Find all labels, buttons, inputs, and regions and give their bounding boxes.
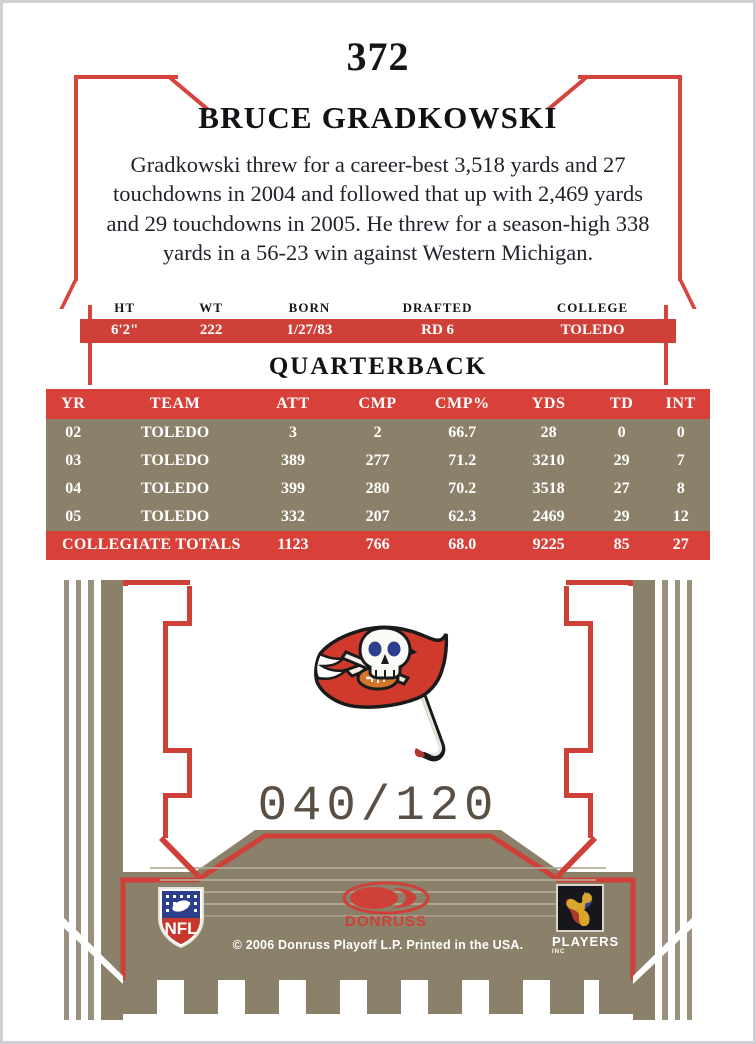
players-inc-label: INC bbox=[552, 949, 566, 955]
table-row bbox=[46, 503, 710, 531]
stats-cell-int: 7 bbox=[652, 447, 710, 475]
stats-cell-yr: 02 bbox=[46, 419, 100, 447]
vitals-header-wt: WT bbox=[199, 300, 223, 315]
stats-header-row bbox=[46, 389, 710, 419]
stats-cell-team: TOLEDO bbox=[100, 475, 249, 503]
stats-cell-td: 0 bbox=[592, 419, 652, 447]
stats-totals-int: 27 bbox=[652, 531, 710, 560]
vitals-value-ht: 6'2" bbox=[80, 319, 169, 343]
players-logo-square bbox=[556, 884, 604, 932]
stats-totals-td: 85 bbox=[592, 531, 652, 560]
stats-cell-pct: 66.7 bbox=[419, 419, 505, 447]
stats-cell-att: 3 bbox=[250, 419, 336, 447]
stats-cell-yds: 2469 bbox=[505, 503, 591, 531]
stats-cell-yr: 03 bbox=[46, 447, 100, 475]
stats-cell-team: TOLEDO bbox=[100, 447, 249, 475]
stats-cell-cmp: 2 bbox=[336, 419, 419, 447]
stats-totals-label: COLLEGIATE TOTALS bbox=[46, 531, 250, 560]
stats-col-team: TEAM bbox=[100, 389, 249, 419]
stats-cell-int: 0 bbox=[652, 419, 710, 447]
nfl-shield-text: NFL bbox=[164, 919, 198, 938]
statistics-table bbox=[46, 389, 710, 560]
stats-cell-int: 12 bbox=[652, 503, 710, 531]
vitals-header-drafted: DRAFTED bbox=[402, 300, 473, 315]
stats-col-td: TD bbox=[592, 389, 652, 419]
player-name: BRUCE GRADKOWSKI bbox=[198, 100, 558, 135]
stats-cell-yds: 3210 bbox=[505, 447, 591, 475]
stats-col-pct: CMP% bbox=[419, 389, 505, 419]
table-row bbox=[46, 447, 710, 475]
stats-cell-att: 399 bbox=[250, 475, 336, 503]
stats-totals-cmp: 766 bbox=[336, 531, 419, 560]
table-row bbox=[46, 475, 710, 503]
table-row bbox=[46, 419, 710, 447]
stats-cell-team: TOLEDO bbox=[100, 503, 249, 531]
vitals-value-wt: 222 bbox=[169, 319, 252, 343]
stats-totals-att: 1123 bbox=[250, 531, 336, 560]
stats-cell-cmp: 280 bbox=[336, 475, 419, 503]
stats-cell-yds: 28 bbox=[505, 419, 591, 447]
stats-cell-td: 27 bbox=[592, 475, 652, 503]
vitals-header-college: COLLEGE bbox=[556, 300, 629, 315]
stats-cell-yr: 04 bbox=[46, 475, 100, 503]
stats-col-yds: YDS bbox=[505, 389, 591, 419]
tampa-bay-buccaneers-logo bbox=[292, 608, 464, 768]
vitals-table bbox=[80, 299, 676, 343]
stats-cell-pct: 70.2 bbox=[419, 475, 505, 503]
stats-cell-yr: 05 bbox=[46, 503, 100, 531]
stats-cell-att: 389 bbox=[250, 447, 336, 475]
stats-cell-int: 8 bbox=[652, 475, 710, 503]
bracket-right-notch bbox=[678, 279, 697, 309]
stats-totals-row bbox=[46, 531, 710, 560]
players-wordmark bbox=[552, 934, 620, 964]
stats-cell-att: 332 bbox=[250, 503, 336, 531]
scan-edge-top bbox=[0, 0, 756, 3]
player-bio: Gradkowski threw for a career-best 3,518 yards and 27 touchdowns in 2004 and followed that up with 2,469 yards and 29 touchdowns in 2005. He threw for a season-high 338 yards in a 56-23 win against Western Michigan. bbox=[106, 152, 650, 265]
stats-cell-pct: 62.3 bbox=[419, 503, 505, 531]
donruss-logo bbox=[330, 880, 442, 932]
stats-totals-pct: 68.0 bbox=[419, 531, 505, 560]
nfl-players-inc-logo bbox=[552, 884, 620, 955]
stats-cell-td: 29 bbox=[592, 447, 652, 475]
stats-cell-td: 29 bbox=[592, 503, 652, 531]
bracket-left-notch bbox=[59, 279, 78, 309]
stats-totals-yds: 9225 bbox=[505, 531, 591, 560]
stats-col-yr: YR bbox=[46, 389, 100, 419]
stats-cell-yds: 3518 bbox=[505, 475, 591, 503]
stats-col-cmp: CMP bbox=[336, 389, 419, 419]
stats-cell-cmp: 207 bbox=[336, 503, 419, 531]
vitals-value-drafted: RD 6 bbox=[366, 319, 509, 343]
vitals-header-born: BORN bbox=[288, 300, 331, 315]
vitals-value-row bbox=[80, 319, 676, 343]
vitals-header-row bbox=[80, 299, 676, 319]
stats-col-int: INT bbox=[652, 389, 710, 419]
stats-col-att: ATT bbox=[250, 389, 336, 419]
vitals-header-ht: HT bbox=[114, 300, 136, 315]
stats-cell-pct: 71.2 bbox=[419, 447, 505, 475]
stats-cell-team: TOLEDO bbox=[100, 419, 249, 447]
donruss-wordmark: DONRUSS bbox=[344, 913, 428, 930]
serial-number: 040/120 bbox=[257, 778, 499, 834]
stats-cell-cmp: 277 bbox=[336, 447, 419, 475]
vitals-value-college: TOLEDO bbox=[509, 319, 676, 343]
card-number: 372 bbox=[346, 34, 410, 79]
vitals-value-born: 1/27/83 bbox=[253, 319, 366, 343]
player-position: QUARTERBACK bbox=[268, 353, 488, 380]
copyright-text: © 2006 Donruss Playoff L.P. Printed in the USA. bbox=[232, 938, 524, 952]
players-label: PLAYERS bbox=[552, 934, 620, 949]
